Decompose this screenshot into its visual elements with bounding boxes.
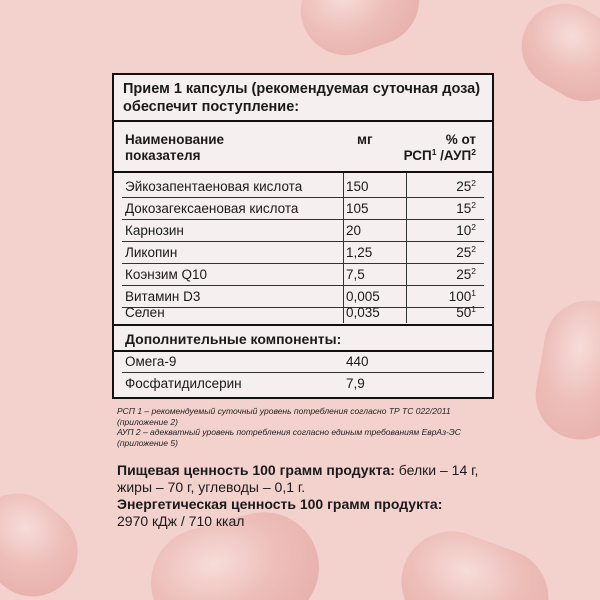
footnote-rsp: РСП 1 – рекомендуемый суточный уровень потребления согласно ТР ТС 022/2011 (приложение 2) (117, 406, 451, 427)
capsule-image (288, 0, 432, 68)
additional-title: Дополнительные компоненты: (125, 331, 342, 347)
header-aup: /АУП (436, 148, 472, 163)
row-name: Докозагексаеновая кислота (125, 201, 299, 216)
row-percent-value: 25 (456, 245, 472, 260)
capsule-image (529, 293, 600, 447)
row-name: Эйкозапентаеновая кислота (125, 179, 303, 194)
additional-value: 7,9 (346, 376, 365, 391)
energy-value (117, 496, 495, 530)
row-percent-value: 15 (456, 201, 472, 216)
energy-value-label: Энергетическая ценность 100 грамм продукта: (117, 496, 443, 512)
additional-row (114, 373, 492, 394)
table-row (114, 176, 492, 197)
header-name: Наименование показателя (125, 132, 225, 163)
table-row (114, 302, 492, 323)
row-percent-sup: 1 (471, 304, 476, 314)
row-name: Витамин D3 (125, 289, 201, 304)
row-percent (456, 176, 476, 197)
row-percent (456, 198, 476, 219)
row-percent-value: 50 (456, 305, 472, 320)
row-percent-sup: 2 (471, 222, 476, 232)
nutrition-info (117, 462, 495, 530)
row-percent-sup: 1 (471, 288, 476, 298)
row-name: Карнозин (125, 223, 184, 238)
table-row (114, 242, 492, 263)
divider (114, 120, 492, 122)
row-mg: 150 (346, 179, 369, 194)
row-mg: 0,035 (346, 305, 380, 320)
header-rsp-sup: 1 (431, 147, 437, 157)
row-percent (456, 264, 476, 285)
energy-value-text: 2970 кДж / 710 ккал (117, 513, 245, 529)
additional-row (114, 351, 492, 372)
row-name: Селен (125, 305, 165, 320)
row-mg: 20 (346, 223, 362, 238)
table-row (114, 264, 492, 285)
nutritional-value (117, 462, 495, 496)
row-percent-sup: 2 (471, 244, 476, 254)
row-percent-value: 25 (456, 267, 472, 282)
additional-name: Омега-9 (125, 354, 177, 369)
row-percent-sup: 2 (471, 178, 476, 188)
capsule-image (506, 0, 600, 117)
nutrition-table (112, 73, 494, 399)
row-percent (456, 220, 476, 241)
row-mg: 0,005 (346, 289, 380, 304)
row-name: Ликопин (125, 245, 178, 260)
additional-name: Фосфатидилсерин (125, 376, 242, 391)
row-percent-sup: 2 (471, 266, 476, 276)
table-row (114, 220, 492, 241)
divider (114, 171, 492, 173)
header-aup-sup: 2 (471, 147, 476, 157)
footnotes (117, 406, 492, 448)
capsule-image (0, 475, 96, 600)
footnote-aup: АУП 2 – адекватный уровень потребления согласно единым требованиям ЕврАз-ЭС (приложение 5) (117, 427, 461, 448)
header-mg: мг (357, 132, 373, 147)
row-mg: 1,25 (346, 245, 373, 260)
row-percent-value: 100 (448, 289, 472, 304)
nutritional-value-text: белки – 14 г, жиры – 70 г, углеводы – 0,1 г. (117, 462, 479, 495)
row-percent-value: 25 (456, 179, 472, 194)
nutritional-value-label: Пищевая ценность 100 грамм продукта: (117, 462, 395, 478)
header-percent (404, 132, 476, 164)
table-title: Прием 1 капсулы (рекомендуемая суточная доза) обеспечит поступление: (123, 81, 481, 115)
row-mg: 7,5 (346, 267, 365, 282)
additional-value: 440 (346, 354, 369, 369)
row-percent (456, 302, 476, 323)
table-row (114, 198, 492, 219)
row-percent (456, 242, 476, 263)
row-name: Коэнзим Q10 (125, 267, 207, 282)
row-mg: 105 (346, 201, 369, 216)
row-percent-sup: 2 (471, 200, 476, 210)
header-percent-line1: % от (445, 132, 476, 147)
divider (114, 324, 492, 326)
row-percent-value: 10 (456, 223, 472, 238)
header-rsp: РСП (403, 148, 432, 163)
